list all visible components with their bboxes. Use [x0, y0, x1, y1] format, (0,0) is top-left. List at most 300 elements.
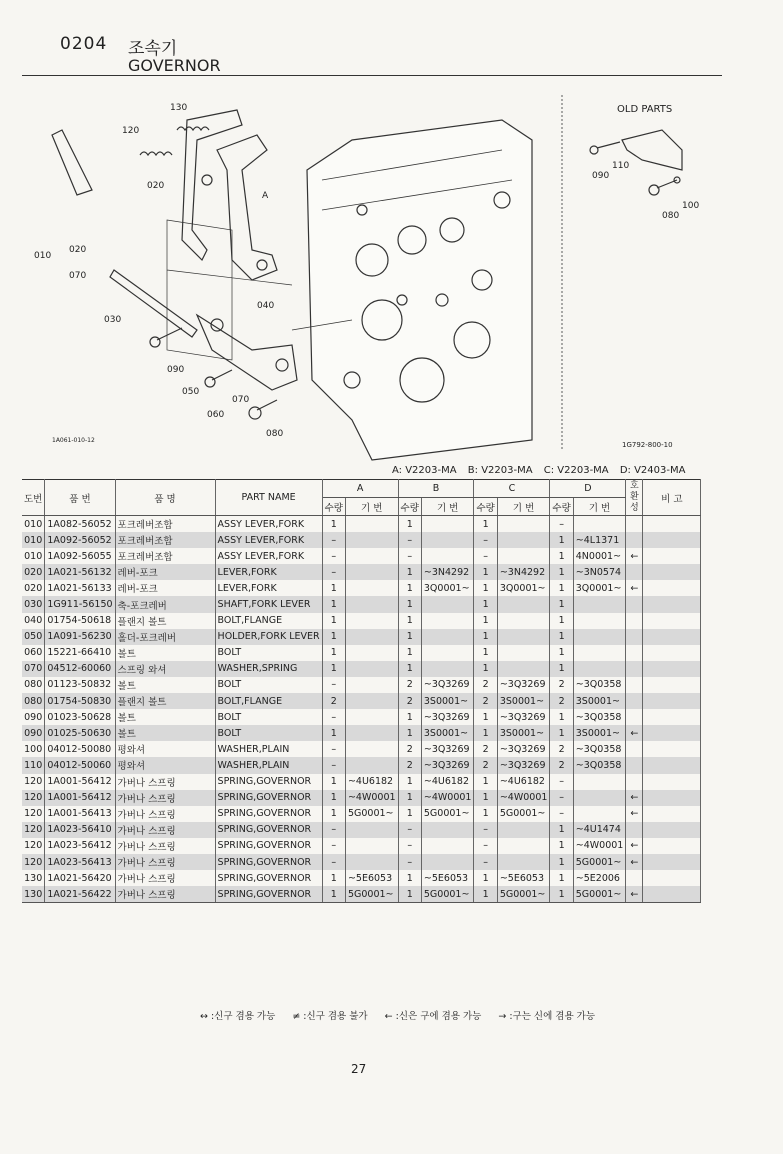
table-cell	[643, 532, 701, 548]
table-cell: 2	[550, 741, 573, 757]
table-row	[22, 806, 701, 822]
legend-none: ≠ :신구 겸용 불가	[292, 1011, 368, 1022]
table-cell: 080	[22, 693, 45, 709]
table-cell: 1	[322, 870, 345, 886]
table-cell	[345, 822, 398, 838]
table-cell: 플랜지 볼트	[115, 693, 215, 709]
table-cell	[421, 661, 474, 677]
table-cell: 070	[22, 661, 45, 677]
callout-020b: 020	[69, 245, 87, 255]
table-cell: 090	[22, 709, 45, 725]
table-cell: 1	[398, 790, 421, 806]
table-cell: –	[474, 854, 497, 870]
table-cell	[643, 548, 701, 564]
table-cell: –	[322, 532, 345, 548]
table-cell: 120	[22, 790, 45, 806]
col-serial-d: 기 번	[573, 498, 626, 516]
table-cell	[643, 806, 701, 822]
col-group-b: B	[398, 480, 474, 498]
table-cell	[345, 741, 398, 757]
table-cell: ~4U6182	[421, 774, 474, 790]
table-cell: –	[322, 822, 345, 838]
table-cell: 1A082-56052	[45, 516, 115, 533]
callout-010: 010	[34, 251, 52, 261]
table-cell: 포크레버조합	[115, 532, 215, 548]
table-cell	[626, 564, 643, 580]
table-cell: 볼트	[115, 709, 215, 725]
col-serial-a: 기 번	[345, 498, 398, 516]
table-cell	[626, 596, 643, 612]
table-cell: 1	[322, 516, 345, 533]
table-cell: 1	[550, 613, 573, 629]
table-row	[22, 822, 701, 838]
table-cell	[345, 854, 398, 870]
table-cell	[345, 661, 398, 677]
table-cell	[497, 838, 550, 854]
table-cell: ~5E6053	[421, 870, 474, 886]
table-cell: –	[398, 548, 421, 564]
table-cell: 1	[398, 564, 421, 580]
old-callout-110: 110	[612, 161, 630, 171]
table-cell: 5G0001~	[497, 886, 550, 903]
parts-table	[22, 479, 701, 903]
table-cell: 010	[22, 548, 45, 564]
table-cell: 1A092-56055	[45, 548, 115, 564]
section-title-ko: 조속기	[128, 39, 178, 59]
old-parts-title: OLD PARTS	[617, 104, 673, 115]
callout-080: 080	[266, 429, 284, 439]
table-row	[22, 516, 701, 533]
table-row	[22, 548, 701, 564]
table-cell	[643, 516, 701, 533]
table-cell	[345, 725, 398, 741]
table-cell: 1	[474, 564, 497, 580]
table-cell: 2	[398, 693, 421, 709]
table-cell: 평와셔	[115, 757, 215, 773]
callout-040: 040	[257, 301, 275, 311]
table-cell: ~4U6182	[345, 774, 398, 790]
table-cell: 1	[550, 838, 573, 854]
table-cell: 1	[398, 645, 421, 661]
table-cell	[643, 725, 701, 741]
table-cell: 3S0001~	[497, 725, 550, 741]
table-cell: 가버나 스프링	[115, 886, 215, 903]
table-cell	[497, 548, 550, 564]
table-cell: 1	[322, 661, 345, 677]
col-qty-b: 수량	[398, 498, 421, 516]
col-serial-c: 기 번	[497, 498, 550, 516]
table-cell: ~3N4292	[421, 564, 474, 580]
table-cell: –	[398, 822, 421, 838]
table-cell: 1	[474, 661, 497, 677]
table-cell	[643, 709, 701, 725]
table-cell: 1	[398, 596, 421, 612]
table-cell: 1	[398, 661, 421, 677]
table-cell: 1	[474, 629, 497, 645]
table-cell: ~5E6053	[497, 870, 550, 886]
table-cell: ~4W0001	[573, 838, 626, 854]
table-cell	[643, 838, 701, 854]
table-cell: SPRING,GOVERNOR	[215, 886, 322, 903]
table-cell	[497, 854, 550, 870]
table-cell: 1	[474, 886, 497, 903]
table-cell	[497, 516, 550, 533]
table-cell: BOLT	[215, 725, 322, 741]
table-cell: WASHER,PLAIN	[215, 757, 322, 773]
table-cell: –	[322, 709, 345, 725]
table-cell	[421, 838, 474, 854]
table-cell: ~3Q3269	[497, 677, 550, 693]
table-cell: –	[550, 806, 573, 822]
table-cell	[345, 757, 398, 773]
table-cell	[421, 629, 474, 645]
table-cell: LEVER,FORK	[215, 564, 322, 580]
table-cell: ~4W0001	[421, 790, 474, 806]
table-cell: 볼트	[115, 645, 215, 661]
table-cell: 2	[474, 693, 497, 709]
table-cell: 01754-50618	[45, 613, 115, 629]
table-cell: 100	[22, 741, 45, 757]
table-cell: 5G0001~	[573, 854, 626, 870]
table-cell: 1	[322, 613, 345, 629]
table-cell	[421, 822, 474, 838]
table-cell: 01025-50630	[45, 725, 115, 741]
table-cell: 1	[474, 516, 497, 533]
governor-exploded-diagram	[22, 80, 722, 465]
table-cell: 1	[474, 709, 497, 725]
table-cell	[643, 661, 701, 677]
table-cell: ~3Q0358	[573, 757, 626, 773]
table-cell: 130	[22, 886, 45, 903]
table-cell: 스프링 와셔	[115, 661, 215, 677]
table-cell: 1A021-56132	[45, 564, 115, 580]
table-cell	[626, 693, 643, 709]
table-cell: 1	[322, 774, 345, 790]
col-part-ko: 품 명	[115, 480, 215, 516]
table-cell: HOLDER,FORK LEVER	[215, 629, 322, 645]
table-cell	[643, 693, 701, 709]
table-cell: 2	[474, 757, 497, 773]
table-cell: 2	[550, 757, 573, 773]
table-cell: 1	[550, 645, 573, 661]
table-cell: 5G0001~	[345, 886, 398, 903]
table-cell: 1G911-56150	[45, 596, 115, 612]
table-cell: –	[474, 838, 497, 854]
table-cell	[345, 693, 398, 709]
table-cell: –	[322, 677, 345, 693]
table-cell	[626, 757, 643, 773]
table-cell: 120	[22, 838, 45, 854]
table-cell: 1	[474, 870, 497, 886]
table-cell: 1	[474, 613, 497, 629]
table-cell: SPRING,GOVERNOR	[215, 806, 322, 822]
table-cell	[345, 613, 398, 629]
table-cell: SHAFT,FORK LEVER	[215, 596, 322, 612]
table-cell: 1	[398, 774, 421, 790]
table-cell: 3S0001~	[421, 693, 474, 709]
table-cell	[573, 661, 626, 677]
table-cell: 1A021-56133	[45, 580, 115, 596]
table-cell	[643, 564, 701, 580]
table-cell: 010	[22, 516, 45, 533]
table-cell	[421, 532, 474, 548]
table-cell: ←	[626, 806, 643, 822]
table-cell: 가버나 스프링	[115, 822, 215, 838]
table-cell	[626, 532, 643, 548]
table-cell: 120	[22, 806, 45, 822]
table-cell	[643, 677, 701, 693]
table-cell: 01023-50628	[45, 709, 115, 725]
table-cell	[626, 774, 643, 790]
table-cell: 축-포크레버	[115, 596, 215, 612]
table-cell: BOLT,FLANGE	[215, 693, 322, 709]
old-callout-100: 100	[682, 201, 700, 211]
table-cell	[573, 645, 626, 661]
table-cell: 1	[398, 886, 421, 903]
callout-070a: 070	[69, 271, 87, 281]
diagram-ref-left: 1A061-010-12	[52, 437, 95, 444]
table-cell: 1A001-56413	[45, 806, 115, 822]
table-cell: SPRING,GOVERNOR	[215, 854, 322, 870]
table-cell: 1	[398, 629, 421, 645]
table-row	[22, 532, 701, 548]
table-cell: 가버나 스프링	[115, 854, 215, 870]
table-cell: ←	[626, 725, 643, 741]
callout-060: 060	[207, 410, 225, 420]
table-cell	[497, 822, 550, 838]
table-cell: 1	[550, 548, 573, 564]
table-cell	[497, 645, 550, 661]
table-cell: 가버나 스프링	[115, 790, 215, 806]
table-cell	[421, 645, 474, 661]
table-cell: 1	[474, 806, 497, 822]
table-cell: 080	[22, 677, 45, 693]
table-cell: 120	[22, 822, 45, 838]
table-cell: 1	[474, 645, 497, 661]
table-cell: –	[322, 564, 345, 580]
table-cell: 1	[550, 532, 573, 548]
table-row	[22, 693, 701, 709]
table-cell: –	[474, 532, 497, 548]
table-cell	[626, 709, 643, 725]
section-title-en: GOVERNOR	[128, 56, 221, 75]
table-cell: ~4L1371	[573, 532, 626, 548]
col-serial-b: 기 번	[421, 498, 474, 516]
table-cell: 5G0001~	[573, 886, 626, 903]
table-cell	[497, 596, 550, 612]
table-cell: ←	[626, 790, 643, 806]
table-cell: –	[322, 741, 345, 757]
table-row	[22, 886, 701, 903]
legend-old-to-new: → :구는 신에 겸용 가능	[498, 1011, 595, 1022]
table-cell: 3S0001~	[497, 693, 550, 709]
table-cell: –	[398, 838, 421, 854]
table-cell	[421, 854, 474, 870]
table-cell: 2	[322, 693, 345, 709]
table-row	[22, 838, 701, 854]
col-group-c: C	[474, 480, 550, 498]
callout-030: 030	[104, 315, 122, 325]
table-cell: SPRING,GOVERNOR	[215, 822, 322, 838]
table-cell: 1	[550, 854, 573, 870]
table-cell: 3Q0001~	[497, 580, 550, 596]
table-cell	[643, 629, 701, 645]
table-cell: –	[550, 790, 573, 806]
table-cell	[573, 790, 626, 806]
col-qty-d: 수량	[550, 498, 573, 516]
table-cell: ~4W0001	[497, 790, 550, 806]
table-cell: 1	[398, 806, 421, 822]
callout-120: 120	[122, 126, 140, 136]
table-cell	[573, 774, 626, 790]
callout-090: 090	[167, 365, 185, 375]
table-cell	[643, 596, 701, 612]
table-cell: 레버-포크	[115, 580, 215, 596]
table-cell	[626, 677, 643, 693]
table-cell: SPRING,GOVERNOR	[215, 870, 322, 886]
table-cell: 15221-66410	[45, 645, 115, 661]
compat-legend	[200, 1008, 609, 1022]
table-cell	[626, 645, 643, 661]
col-qty-a: 수량	[322, 498, 345, 516]
table-cell	[345, 548, 398, 564]
table-cell: ~3Q3269	[497, 757, 550, 773]
table-cell: –	[550, 516, 573, 533]
table-cell: 1	[398, 580, 421, 596]
table-row	[22, 564, 701, 580]
table-cell: 1	[398, 516, 421, 533]
table-cell: 3S0001~	[573, 725, 626, 741]
table-cell: ~3Q3269	[421, 709, 474, 725]
table-cell: –	[322, 838, 345, 854]
table-cell: ASSY LEVER,FORK	[215, 516, 322, 533]
table-row	[22, 677, 701, 693]
config-d: D: V2403-MA	[619, 465, 686, 476]
table-cell: 1	[474, 725, 497, 741]
table-cell: 가버나 스프링	[115, 838, 215, 854]
table-cell: 플랜지 볼트	[115, 613, 215, 629]
col-part-en: PART NAME	[215, 480, 322, 516]
table-cell	[573, 596, 626, 612]
table-cell: 2	[398, 757, 421, 773]
col-compat: 호환성	[626, 480, 643, 516]
table-cell	[497, 532, 550, 548]
table-cell: –	[474, 548, 497, 564]
table-cell: 1A001-56412	[45, 790, 115, 806]
table-cell: 030	[22, 596, 45, 612]
table-cell: 4N0001~	[573, 548, 626, 564]
col-group-d: D	[550, 480, 626, 498]
table-cell: –	[398, 532, 421, 548]
table-row	[22, 629, 701, 645]
table-cell	[643, 790, 701, 806]
model-config-line	[392, 465, 693, 476]
table-cell	[573, 629, 626, 645]
table-cell: 010	[22, 532, 45, 548]
table-cell: SPRING,GOVERNOR	[215, 790, 322, 806]
table-cell: 포크레버조합	[115, 548, 215, 564]
table-cell: ~3N4292	[497, 564, 550, 580]
table-row	[22, 741, 701, 757]
table-cell: 1	[322, 645, 345, 661]
table-cell	[345, 596, 398, 612]
table-cell	[345, 580, 398, 596]
table-cell: 120	[22, 854, 45, 870]
table-cell	[643, 774, 701, 790]
table-cell: ←	[626, 854, 643, 870]
table-cell: ~4W0001	[345, 790, 398, 806]
table-cell: 1	[322, 725, 345, 741]
table-cell: –	[322, 548, 345, 564]
table-cell	[626, 629, 643, 645]
table-cell: 1	[398, 725, 421, 741]
section-code: 0204	[60, 34, 108, 54]
col-part-no: 품 번	[45, 480, 115, 516]
table-cell: 홀더-포크레버	[115, 629, 215, 645]
table-cell: ~5E6053	[345, 870, 398, 886]
table-cell: 1	[398, 613, 421, 629]
table-cell: 1	[474, 774, 497, 790]
table-cell	[643, 822, 701, 838]
table-cell: 5G0001~	[421, 886, 474, 903]
table-cell: 3S0001~	[573, 693, 626, 709]
table-cell: 5G0001~	[421, 806, 474, 822]
table-cell: 2	[550, 677, 573, 693]
callout-020: 020	[147, 181, 165, 191]
table-cell: 1	[550, 661, 573, 677]
legend-both: ↔ :신구 겸용 가능	[200, 1011, 276, 1022]
table-cell	[626, 661, 643, 677]
table-cell: 1	[322, 580, 345, 596]
table-cell: 2	[474, 677, 497, 693]
table-cell: ←	[626, 548, 643, 564]
table-cell: ~3Q3269	[421, 757, 474, 773]
table-cell: –	[398, 854, 421, 870]
diagram-ref-right: 1G792-800-10	[622, 441, 673, 449]
table-cell	[497, 629, 550, 645]
table-cell: –	[322, 757, 345, 773]
table-cell: ~5E2006	[573, 870, 626, 886]
table-cell	[345, 629, 398, 645]
table-cell: 1A023-56412	[45, 838, 115, 854]
table-cell: 1A023-56413	[45, 854, 115, 870]
table-cell: 1A001-56412	[45, 774, 115, 790]
table-row	[22, 870, 701, 886]
table-cell: ~3Q0358	[573, 741, 626, 757]
table-cell: 가버나 스프링	[115, 870, 215, 886]
col-group-a: A	[322, 480, 398, 498]
table-cell	[497, 661, 550, 677]
table-cell: ←	[626, 838, 643, 854]
table-cell	[643, 854, 701, 870]
table-cell	[421, 613, 474, 629]
table-row	[22, 774, 701, 790]
table-cell: 1	[398, 870, 421, 886]
table-cell	[345, 709, 398, 725]
table-cell: ~3Q0358	[573, 709, 626, 725]
table-row	[22, 790, 701, 806]
table-cell: 레버-포크	[115, 564, 215, 580]
table-cell: 1A091-56230	[45, 629, 115, 645]
table-cell: 1	[550, 870, 573, 886]
table-cell	[626, 741, 643, 757]
table-cell	[573, 613, 626, 629]
table-cell	[421, 516, 474, 533]
table-cell: 1A021-56420	[45, 870, 115, 886]
table-cell: 1	[550, 564, 573, 580]
col-remark: 비 고	[643, 480, 701, 516]
table-cell: ~3Q0358	[573, 677, 626, 693]
